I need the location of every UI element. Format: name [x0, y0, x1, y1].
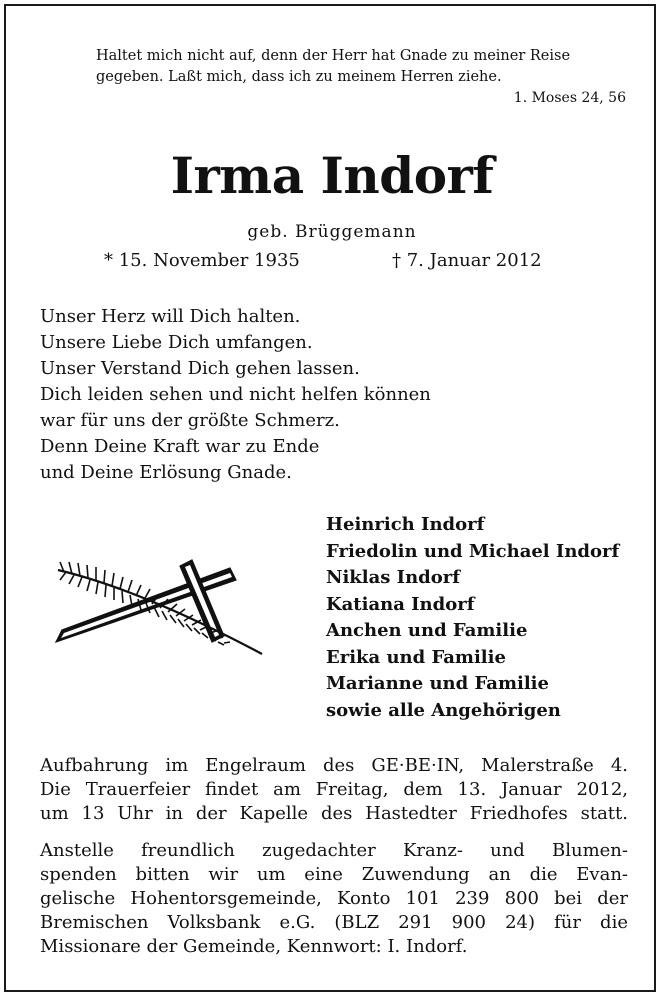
info-line: Missionare der Gemeinde, Kennwort: I. Indorf.	[40, 936, 468, 957]
donation-request	[40, 839, 628, 959]
mourner: Niklas Indorf	[326, 567, 460, 588]
info-line: gelische Hohentorsgemeinde, Konto 101 239 800 bei der	[40, 888, 628, 909]
mourner: Marianne und Familie	[326, 673, 549, 694]
poem-line: und Deine Erlösung Gnade.	[40, 462, 292, 483]
info-line: Die Trauerfeier findet am Freitag, dem 13. Januar 2012,	[40, 779, 628, 800]
poem-line: Dich leiden sehen und nicht helfen können	[40, 384, 431, 405]
poem	[40, 304, 431, 486]
funeral-details	[40, 754, 628, 826]
cross-with-palm-branch-icon	[52, 550, 272, 670]
mourner: Heinrich Indorf	[326, 514, 485, 535]
maiden-name: geb. Brüggemann	[247, 222, 417, 242]
deceased-name: Irma Indorf	[170, 146, 494, 205]
verse-line: Haltet mich nicht auf, denn der Herr hat Gnade zu meiner Reise	[96, 48, 571, 64]
poem-line: Denn Deine Kraft war zu Ende	[40, 436, 320, 457]
poem-line: war für uns der größte Schmerz.	[40, 410, 340, 431]
verse-reference: 1. Moses 24, 56	[513, 90, 626, 106]
info-line: um 13 Uhr in der Kapelle des Hastedter Friedhofes statt.	[40, 803, 628, 824]
poem-line: Unser Herz will Dich halten.	[40, 306, 301, 327]
poem-line: Unsere Liebe Dich umfangen.	[40, 332, 313, 353]
mourner: Friedolin und Michael Indorf	[326, 540, 620, 562]
mourner: Anchen und Familie	[326, 620, 528, 641]
service-information	[40, 754, 628, 972]
death-date: † 7. Januar 2012	[392, 250, 542, 271]
info-line: spenden bitten wir um eine Zuwendung an die Evan-	[40, 864, 628, 885]
info-line: Anstelle freundlich zugedachter Kranz- und Blumen-	[40, 840, 628, 861]
info-line: Bremischen Volksbank e.G. (BLZ 291 900 24) für die	[40, 912, 628, 933]
mourner: sowie alle Angehörigen	[326, 699, 561, 721]
mourner: Katiana Indorf	[326, 593, 475, 615]
verse-line: gegeben. Laßt mich, dass ich zu meinem Herren ziehe.	[96, 69, 502, 85]
info-line: Aufbahrung im Engelraum des GE·BE·IN, Malerstraße 4.	[40, 755, 628, 776]
mourners-list	[326, 512, 619, 724]
mourner: Erika und Familie	[326, 646, 506, 668]
bible-verse	[96, 46, 626, 109]
poem-line: Unser Verstand Dich gehen lassen.	[40, 358, 360, 379]
birth-date: * 15. November 1935	[104, 250, 300, 271]
